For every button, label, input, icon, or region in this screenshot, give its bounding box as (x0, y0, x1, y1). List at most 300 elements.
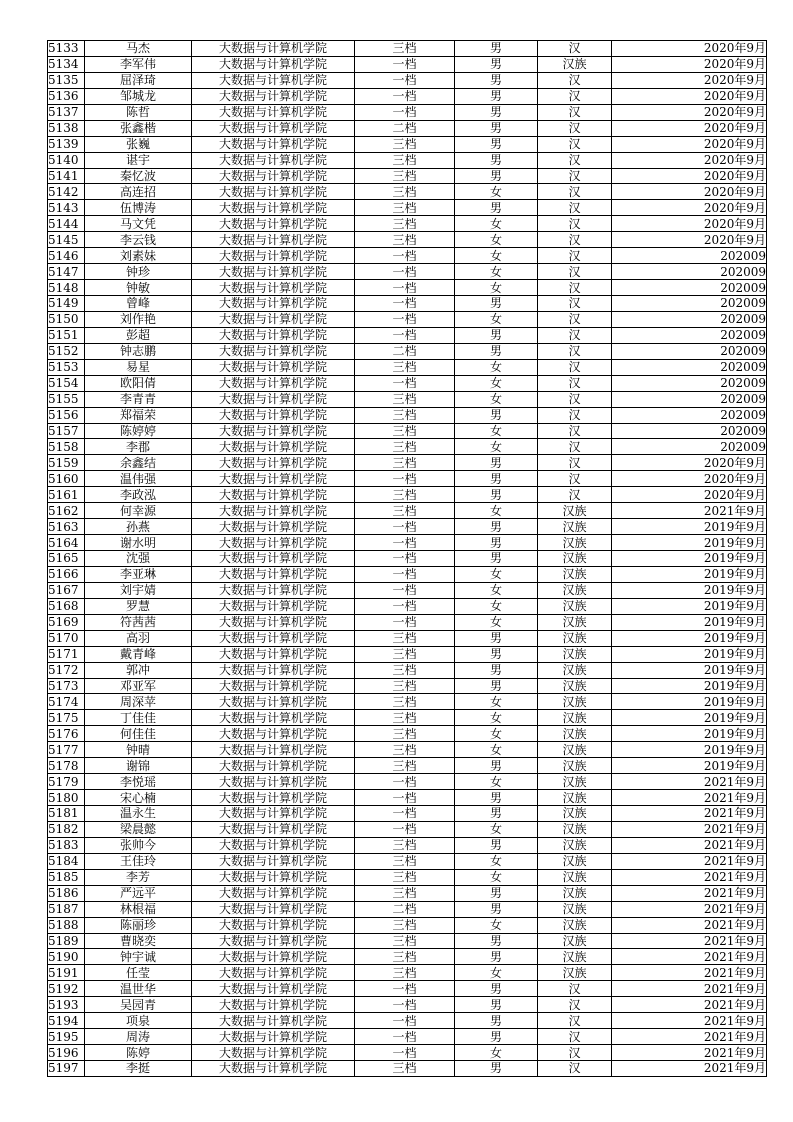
cell-name: 罗慧 (85, 598, 192, 614)
cell-enrollment-date: 2019年9月 (612, 758, 767, 774)
cell-id: 5184 (48, 853, 85, 869)
cell-name: 高连招 (85, 184, 192, 200)
cell-id: 5148 (48, 280, 85, 296)
cell-level: 一档 (355, 614, 455, 630)
cell-gender: 女 (455, 853, 538, 869)
cell-gender: 男 (455, 1013, 538, 1029)
cell-level: 二档 (355, 343, 455, 359)
cell-name: 李云钱 (85, 232, 192, 248)
cell-college: 大数据与计算机学院 (192, 981, 355, 997)
cell-ethnicity: 汉 (538, 327, 612, 343)
cell-college: 大数据与计算机学院 (192, 184, 355, 200)
cell-college: 大数据与计算机学院 (192, 662, 355, 678)
cell-enrollment-date: 2019年9月 (612, 598, 767, 614)
table-row (48, 72, 767, 88)
cell-enrollment-date: 202009 (612, 248, 767, 264)
cell-college: 大数据与计算机学院 (192, 566, 355, 582)
cell-enrollment-date: 2021年9月 (612, 821, 767, 837)
cell-name: 易星 (85, 359, 192, 375)
cell-ethnicity: 汉 (538, 104, 612, 120)
cell-college: 大数据与计算机学院 (192, 120, 355, 136)
cell-gender: 男 (455, 1029, 538, 1045)
table-row (48, 678, 767, 694)
cell-college: 大数据与计算机学院 (192, 407, 355, 423)
cell-ethnicity: 汉 (538, 1061, 612, 1077)
cell-enrollment-date: 2019年9月 (612, 726, 767, 742)
cell-name: 吴园青 (85, 997, 192, 1013)
cell-college: 大数据与计算机学院 (192, 869, 355, 885)
cell-ethnicity: 汉 (538, 296, 612, 312)
cell-ethnicity: 汉族 (538, 694, 612, 710)
cell-college: 大数据与计算机学院 (192, 630, 355, 646)
cell-gender: 男 (455, 535, 538, 551)
table-row (48, 232, 767, 248)
cell-gender: 女 (455, 614, 538, 630)
cell-college: 大数据与计算机学院 (192, 152, 355, 168)
cell-enrollment-date: 2019年9月 (612, 742, 767, 758)
table-row (48, 774, 767, 790)
cell-college: 大数据与计算机学院 (192, 375, 355, 391)
cell-level: 一档 (355, 821, 455, 837)
cell-ethnicity: 汉 (538, 343, 612, 359)
cell-college: 大数据与计算机学院 (192, 598, 355, 614)
cell-gender: 男 (455, 1061, 538, 1077)
cell-enrollment-date: 2021年9月 (612, 806, 767, 822)
cell-ethnicity: 汉 (538, 136, 612, 152)
cell-enrollment-date: 2021年9月 (612, 949, 767, 965)
table-row (48, 487, 767, 503)
cell-enrollment-date: 2021年9月 (612, 997, 767, 1013)
cell-ethnicity: 汉族 (538, 821, 612, 837)
cell-gender: 男 (455, 120, 538, 136)
cell-ethnicity: 汉族 (538, 965, 612, 981)
table-row (48, 1029, 767, 1045)
cell-level: 一档 (355, 1045, 455, 1061)
cell-ethnicity: 汉族 (538, 503, 612, 519)
cell-college: 大数据与计算机学院 (192, 455, 355, 471)
cell-name: 马文凭 (85, 216, 192, 232)
cell-college: 大数据与计算机学院 (192, 997, 355, 1013)
cell-gender: 女 (455, 774, 538, 790)
cell-level: 三档 (355, 439, 455, 455)
table-row (48, 168, 767, 184)
cell-level: 三档 (355, 726, 455, 742)
cell-ethnicity: 汉族 (538, 774, 612, 790)
cell-enrollment-date: 2019年9月 (612, 566, 767, 582)
cell-ethnicity: 汉族 (538, 582, 612, 598)
cell-level: 一档 (355, 806, 455, 822)
table-row (48, 375, 767, 391)
cell-name: 李芳 (85, 869, 192, 885)
cell-gender: 女 (455, 264, 538, 280)
cell-name: 曾峰 (85, 296, 192, 312)
cell-name: 高羽 (85, 630, 192, 646)
cell-gender: 女 (455, 566, 538, 582)
cell-name: 周涛 (85, 1029, 192, 1045)
cell-name: 余鑫结 (85, 455, 192, 471)
table-row (48, 614, 767, 630)
cell-ethnicity: 汉族 (538, 933, 612, 949)
cell-name: 宋心楠 (85, 790, 192, 806)
cell-id: 5164 (48, 535, 85, 551)
table-row (48, 582, 767, 598)
cell-level: 三档 (355, 662, 455, 678)
cell-enrollment-date: 202009 (612, 311, 767, 327)
cell-level: 一档 (355, 519, 455, 535)
cell-name: 钟珍 (85, 264, 192, 280)
cell-gender: 男 (455, 901, 538, 917)
cell-level: 三档 (355, 487, 455, 503)
table-row (48, 1013, 767, 1029)
table-row (48, 248, 767, 264)
cell-level: 一档 (355, 72, 455, 88)
table-row (48, 949, 767, 965)
cell-name: 刘宇婧 (85, 582, 192, 598)
cell-ethnicity: 汉 (538, 280, 612, 296)
cell-enrollment-date: 2021年9月 (612, 885, 767, 901)
cell-gender: 女 (455, 280, 538, 296)
cell-enrollment-date: 2019年9月 (612, 630, 767, 646)
cell-ethnicity: 汉 (538, 981, 612, 997)
cell-college: 大数据与计算机学院 (192, 1029, 355, 1045)
cell-college: 大数据与计算机学院 (192, 551, 355, 567)
cell-id: 5193 (48, 997, 85, 1013)
cell-name: 李政泓 (85, 487, 192, 503)
cell-name: 钟宇诚 (85, 949, 192, 965)
table-row (48, 710, 767, 726)
cell-enrollment-date: 2021年9月 (612, 869, 767, 885)
cell-ethnicity: 汉族 (538, 853, 612, 869)
cell-college: 大数据与计算机学院 (192, 168, 355, 184)
cell-college: 大数据与计算机学院 (192, 391, 355, 407)
cell-college: 大数据与计算机学院 (192, 519, 355, 535)
cell-id: 5174 (48, 694, 85, 710)
cell-ethnicity: 汉族 (538, 885, 612, 901)
cell-gender: 男 (455, 885, 538, 901)
cell-gender: 男 (455, 56, 538, 72)
table-row (48, 662, 767, 678)
cell-gender: 男 (455, 343, 538, 359)
cell-id: 5197 (48, 1061, 85, 1077)
cell-enrollment-date: 202009 (612, 296, 767, 312)
cell-enrollment-date: 2019年9月 (612, 646, 767, 662)
cell-id: 5191 (48, 965, 85, 981)
cell-gender: 男 (455, 758, 538, 774)
cell-level: 一档 (355, 104, 455, 120)
cell-gender: 男 (455, 949, 538, 965)
cell-level: 一档 (355, 997, 455, 1013)
cell-enrollment-date: 2021年9月 (612, 901, 767, 917)
cell-enrollment-date: 2021年9月 (612, 1061, 767, 1077)
cell-gender: 男 (455, 662, 538, 678)
cell-id: 5141 (48, 168, 85, 184)
cell-name: 刘作艳 (85, 311, 192, 327)
cell-gender: 男 (455, 296, 538, 312)
cell-name: 温永生 (85, 806, 192, 822)
cell-gender: 男 (455, 933, 538, 949)
table-row (48, 264, 767, 280)
cell-gender: 男 (455, 551, 538, 567)
table-row (48, 758, 767, 774)
cell-ethnicity: 汉族 (538, 566, 612, 582)
cell-name: 钟敏 (85, 280, 192, 296)
cell-name: 李亚琳 (85, 566, 192, 582)
cell-enrollment-date: 2020年9月 (612, 136, 767, 152)
student-roster-table (47, 40, 767, 1077)
cell-name: 谢锦 (85, 758, 192, 774)
cell-ethnicity: 汉 (538, 1045, 612, 1061)
table-row (48, 184, 767, 200)
cell-gender: 女 (455, 184, 538, 200)
cell-name: 梁晨懿 (85, 821, 192, 837)
table-row (48, 837, 767, 853)
table-row (48, 869, 767, 885)
cell-enrollment-date: 2020年9月 (612, 455, 767, 471)
cell-id: 5152 (48, 343, 85, 359)
cell-gender: 女 (455, 439, 538, 455)
cell-id: 5145 (48, 232, 85, 248)
cell-college: 大数据与计算机学院 (192, 311, 355, 327)
cell-id: 5180 (48, 790, 85, 806)
cell-gender: 女 (455, 248, 538, 264)
table-row (48, 104, 767, 120)
cell-enrollment-date: 2019年9月 (612, 551, 767, 567)
cell-id: 5142 (48, 184, 85, 200)
cell-college: 大数据与计算机学院 (192, 296, 355, 312)
cell-enrollment-date: 2019年9月 (612, 582, 767, 598)
cell-id: 5146 (48, 248, 85, 264)
cell-gender: 女 (455, 311, 538, 327)
cell-id: 5144 (48, 216, 85, 232)
cell-ethnicity: 汉 (538, 487, 612, 503)
cell-gender: 女 (455, 965, 538, 981)
cell-college: 大数据与计算机学院 (192, 901, 355, 917)
cell-name: 项泉 (85, 1013, 192, 1029)
cell-level: 三档 (355, 503, 455, 519)
cell-enrollment-date: 2020年9月 (612, 216, 767, 232)
cell-name: 何佳佳 (85, 726, 192, 742)
cell-name: 刘素妹 (85, 248, 192, 264)
cell-college: 大数据与计算机学院 (192, 853, 355, 869)
cell-ethnicity: 汉族 (538, 917, 612, 933)
cell-id: 5160 (48, 471, 85, 487)
cell-name: 张鑫楷 (85, 120, 192, 136)
cell-gender: 女 (455, 232, 538, 248)
cell-name: 张巍 (85, 136, 192, 152)
cell-enrollment-date: 2019年9月 (612, 694, 767, 710)
cell-name: 陈哲 (85, 104, 192, 120)
cell-enrollment-date: 2021年9月 (612, 503, 767, 519)
cell-name: 李青青 (85, 391, 192, 407)
cell-name: 谢水明 (85, 535, 192, 551)
cell-gender: 女 (455, 359, 538, 375)
cell-ethnicity: 汉 (538, 168, 612, 184)
table-row (48, 296, 767, 312)
cell-ethnicity: 汉族 (538, 869, 612, 885)
cell-id: 5150 (48, 311, 85, 327)
cell-college: 大数据与计算机学院 (192, 487, 355, 503)
cell-ethnicity: 汉族 (538, 949, 612, 965)
cell-id: 5133 (48, 41, 85, 57)
cell-college: 大数据与计算机学院 (192, 264, 355, 280)
table-row (48, 120, 767, 136)
cell-enrollment-date: 2021年9月 (612, 853, 767, 869)
cell-id: 5163 (48, 519, 85, 535)
cell-college: 大数据与计算机学院 (192, 758, 355, 774)
table-row (48, 646, 767, 662)
table-row (48, 790, 767, 806)
cell-name: 陈婷婷 (85, 423, 192, 439)
table-row (48, 343, 767, 359)
cell-name: 陈丽珍 (85, 917, 192, 933)
cell-name: 郑福荣 (85, 407, 192, 423)
cell-id: 5137 (48, 104, 85, 120)
table-row (48, 566, 767, 582)
cell-enrollment-date: 202009 (612, 343, 767, 359)
cell-level: 三档 (355, 407, 455, 423)
cell-name: 何幸源 (85, 503, 192, 519)
cell-college: 大数据与计算机学院 (192, 88, 355, 104)
cell-id: 5192 (48, 981, 85, 997)
cell-enrollment-date: 2021年9月 (612, 774, 767, 790)
cell-gender: 女 (455, 598, 538, 614)
cell-enrollment-date: 2020年9月 (612, 200, 767, 216)
table-row (48, 519, 767, 535)
cell-college: 大数据与计算机学院 (192, 327, 355, 343)
cell-id: 5178 (48, 758, 85, 774)
cell-id: 5177 (48, 742, 85, 758)
cell-college: 大数据与计算机学院 (192, 790, 355, 806)
cell-level: 三档 (355, 678, 455, 694)
cell-gender: 女 (455, 216, 538, 232)
cell-id: 5172 (48, 662, 85, 678)
cell-name: 邹城龙 (85, 88, 192, 104)
cell-level: 二档 (355, 120, 455, 136)
cell-name: 郭冲 (85, 662, 192, 678)
cell-id: 5154 (48, 375, 85, 391)
cell-id: 5181 (48, 806, 85, 822)
cell-college: 大数据与计算机学院 (192, 423, 355, 439)
cell-level: 三档 (355, 216, 455, 232)
cell-gender: 女 (455, 742, 538, 758)
cell-college: 大数据与计算机学院 (192, 359, 355, 375)
cell-college: 大数据与计算机学院 (192, 232, 355, 248)
cell-level: 一档 (355, 88, 455, 104)
cell-name: 谌宇 (85, 152, 192, 168)
cell-enrollment-date: 202009 (612, 391, 767, 407)
cell-name: 钟志鹏 (85, 343, 192, 359)
cell-college: 大数据与计算机学院 (192, 933, 355, 949)
cell-ethnicity: 汉族 (538, 806, 612, 822)
cell-enrollment-date: 2021年9月 (612, 965, 767, 981)
cell-level: 一档 (355, 296, 455, 312)
cell-enrollment-date: 202009 (612, 327, 767, 343)
cell-gender: 男 (455, 487, 538, 503)
cell-enrollment-date: 202009 (612, 375, 767, 391)
cell-gender: 男 (455, 168, 538, 184)
cell-level: 三档 (355, 694, 455, 710)
cell-ethnicity: 汉族 (538, 551, 612, 567)
cell-id: 5170 (48, 630, 85, 646)
cell-level: 三档 (355, 885, 455, 901)
cell-name: 秦忆波 (85, 168, 192, 184)
cell-enrollment-date: 2020年9月 (612, 152, 767, 168)
cell-gender: 女 (455, 726, 538, 742)
cell-id: 5179 (48, 774, 85, 790)
cell-enrollment-date: 2021年9月 (612, 1029, 767, 1045)
cell-name: 屈泽琦 (85, 72, 192, 88)
cell-level: 一档 (355, 280, 455, 296)
cell-id: 5147 (48, 264, 85, 280)
cell-id: 5149 (48, 296, 85, 312)
cell-id: 5187 (48, 901, 85, 917)
cell-level: 一档 (355, 264, 455, 280)
cell-enrollment-date: 2020年9月 (612, 120, 767, 136)
cell-gender: 女 (455, 423, 538, 439)
cell-gender: 男 (455, 837, 538, 853)
cell-ethnicity: 汉 (538, 264, 612, 280)
cell-level: 三档 (355, 853, 455, 869)
table-row (48, 694, 767, 710)
cell-enrollment-date: 2020年9月 (612, 72, 767, 88)
cell-gender: 男 (455, 678, 538, 694)
cell-college: 大数据与计算机学院 (192, 694, 355, 710)
table-row (48, 391, 767, 407)
cell-level: 三档 (355, 646, 455, 662)
cell-gender: 男 (455, 519, 538, 535)
cell-id: 5195 (48, 1029, 85, 1045)
cell-college: 大数据与计算机学院 (192, 248, 355, 264)
cell-ethnicity: 汉族 (538, 726, 612, 742)
cell-college: 大数据与计算机学院 (192, 1045, 355, 1061)
cell-college: 大数据与计算机学院 (192, 72, 355, 88)
table-row (48, 280, 767, 296)
cell-college: 大数据与计算机学院 (192, 1013, 355, 1029)
cell-college: 大数据与计算机学院 (192, 41, 355, 57)
cell-gender: 男 (455, 471, 538, 487)
cell-id: 5155 (48, 391, 85, 407)
cell-level: 三档 (355, 965, 455, 981)
cell-id: 5175 (48, 710, 85, 726)
cell-name: 马杰 (85, 41, 192, 57)
roster-body (48, 41, 767, 1077)
cell-enrollment-date: 2020年9月 (612, 88, 767, 104)
cell-enrollment-date: 2021年9月 (612, 981, 767, 997)
cell-enrollment-date: 202009 (612, 423, 767, 439)
cell-id: 5188 (48, 917, 85, 933)
table-row (48, 598, 767, 614)
cell-name: 钟晴 (85, 742, 192, 758)
cell-id: 5143 (48, 200, 85, 216)
cell-gender: 男 (455, 630, 538, 646)
cell-college: 大数据与计算机学院 (192, 949, 355, 965)
cell-college: 大数据与计算机学院 (192, 710, 355, 726)
table-row (48, 806, 767, 822)
cell-id: 5173 (48, 678, 85, 694)
cell-enrollment-date: 2019年9月 (612, 710, 767, 726)
cell-level: 三档 (355, 184, 455, 200)
cell-level: 三档 (355, 455, 455, 471)
cell-ethnicity: 汉 (538, 248, 612, 264)
cell-college: 大数据与计算机学院 (192, 646, 355, 662)
cell-college: 大数据与计算机学院 (192, 136, 355, 152)
cell-level: 三档 (355, 933, 455, 949)
cell-gender: 男 (455, 104, 538, 120)
cell-name: 李军伟 (85, 56, 192, 72)
cell-ethnicity: 汉 (538, 455, 612, 471)
cell-college: 大数据与计算机学院 (192, 104, 355, 120)
cell-name: 张帅今 (85, 837, 192, 853)
